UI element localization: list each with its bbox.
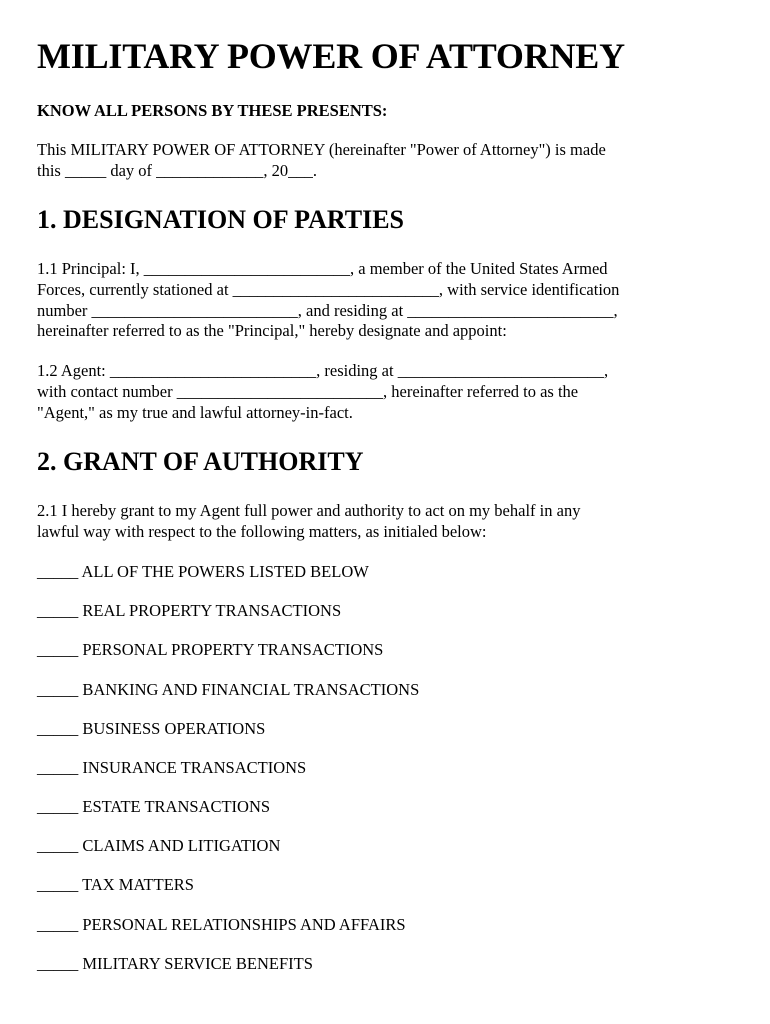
agent-line: 1.2 Agent: _________________________, residing at _________________________, xyxy=(37,361,609,380)
principal-line: number _________________________, and residing at _________________________, xyxy=(37,301,618,320)
principal-line: hereinafter referred to as the "Principal," hereby designate and appoint: xyxy=(37,321,507,340)
intro-line: This MILITARY POWER OF ATTORNEY (hereinafter "Power of Attorney") is made xyxy=(37,140,606,159)
power-item: _____ BUSINESS OPERATIONS xyxy=(37,719,266,738)
power-item: _____ BANKING AND FINANCIAL TRANSACTIONS xyxy=(37,680,420,699)
know-all-persons-heading: KNOW ALL PERSONS BY THESE PRESENTS: xyxy=(37,101,388,120)
grant-line: 2.1 I hereby grant to my Agent full power and authority to act on my behalf in any xyxy=(37,501,581,520)
section-1-heading: 1. DESIGNATION OF PARTIES xyxy=(37,205,404,234)
intro-line: this _____ day of _____________, 20___. xyxy=(37,161,318,180)
section-2-heading: 2. GRANT OF AUTHORITY xyxy=(37,447,364,476)
agent-line: "Agent," as my true and lawful attorney-in-fact. xyxy=(37,403,353,422)
power-item: _____ REAL PROPERTY TRANSACTIONS xyxy=(37,601,342,620)
power-item: _____ CLAIMS AND LITIGATION xyxy=(37,836,281,855)
power-item: _____ ALL OF THE POWERS LISTED BELOW xyxy=(37,562,369,581)
grant-line: lawful way with respect to the following matters, as initialed below: xyxy=(37,522,487,541)
principal-line: Forces, currently stationed at _________________________, with service identification xyxy=(37,280,620,299)
agent-line: with contact number _________________________, hereinafter referred to as the xyxy=(37,382,579,401)
power-item: _____ ESTATE TRANSACTIONS xyxy=(37,797,271,816)
power-item: _____ PERSONAL PROPERTY TRANSACTIONS xyxy=(37,640,384,659)
power-item: _____ PERSONAL RELATIONSHIPS AND AFFAIRS xyxy=(37,915,406,934)
power-item: _____ TAX MATTERS xyxy=(37,875,194,894)
power-item: _____ INSURANCE TRANSACTIONS xyxy=(37,758,307,777)
document-title: MILITARY POWER OF ATTORNEY xyxy=(37,36,625,76)
principal-line: 1.1 Principal: I, _________________________, a member of the United States Armed xyxy=(37,259,608,278)
power-item: _____ MILITARY SERVICE BENEFITS xyxy=(37,954,313,973)
